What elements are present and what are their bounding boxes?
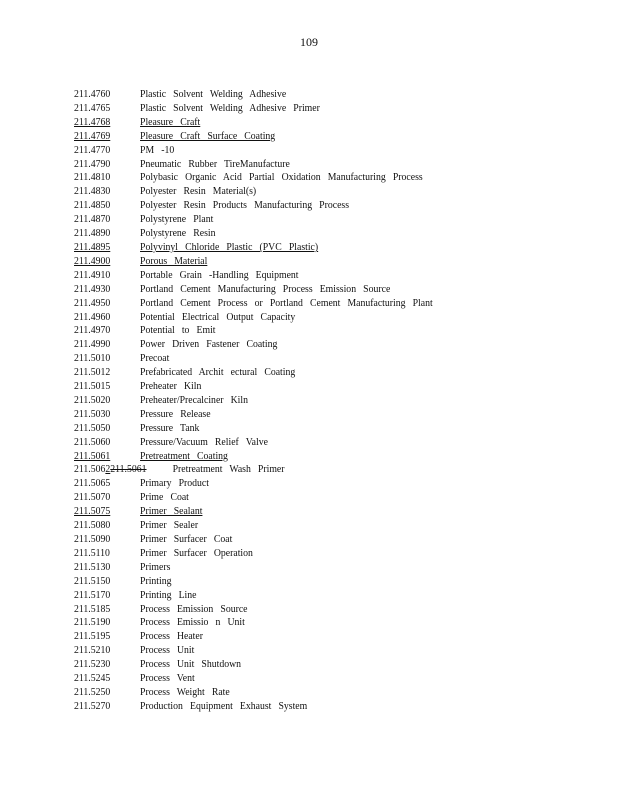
defined-term: PM -10 bbox=[140, 144, 175, 156]
defined-term: Prefabricated Archit ectural Coating bbox=[140, 367, 296, 379]
defined-term: Pleasure Craft Surface Coating bbox=[140, 130, 276, 142]
section-number: 211.5190 bbox=[74, 617, 111, 629]
section-number: 211.4768 bbox=[74, 116, 111, 128]
section-number: 211.4790 bbox=[74, 158, 111, 170]
section-number: 211.4810 bbox=[74, 172, 111, 184]
defined-term: Pressure Release bbox=[140, 408, 211, 420]
inserted-digit: 2 bbox=[105, 464, 111, 476]
section-number-revised bbox=[74, 463, 147, 477]
section-number: 211.5015 bbox=[74, 381, 111, 393]
section-number: 211.5245 bbox=[74, 673, 111, 685]
defined-term: Pressure Tank bbox=[140, 422, 200, 434]
section-number: 211.5020 bbox=[74, 394, 111, 406]
section-number: 211.4990 bbox=[74, 339, 111, 351]
defined-term: Process Emission Source bbox=[140, 603, 248, 615]
defined-term: Printing Line bbox=[140, 589, 197, 601]
section-number: 211.5250 bbox=[74, 686, 111, 698]
defined-term: Porous Material bbox=[140, 255, 208, 267]
defined-term: Polyvinyl Chloride Plastic (PVC Plastic) bbox=[140, 241, 319, 253]
defined-term: Primer Surfacer Coat bbox=[140, 534, 233, 545]
defined-term: Preheater/Precalciner Kiln bbox=[140, 394, 248, 406]
defined-term: Process Vent bbox=[140, 673, 195, 685]
defined-term: Portable Grain -Handling Equipment bbox=[140, 269, 299, 281]
defined-term: Polyester Resin Products Manufacturing Process bbox=[140, 200, 350, 212]
section-number: 211.5170 bbox=[74, 589, 111, 601]
defined-term: Portland Cement Process or Portland Cement Manufacturing Plant bbox=[140, 297, 433, 309]
section-number: 211.5060 bbox=[74, 436, 111, 448]
section-number: 211.5050 bbox=[74, 422, 111, 434]
defined-term: Pressure/Vacuum Relief Valve bbox=[140, 436, 268, 448]
defined-term: Power Driven Fastener Coating bbox=[140, 339, 278, 351]
section-number: 211.4760 bbox=[74, 89, 111, 100]
page-number: 109 bbox=[300, 35, 318, 49]
section-number: 211.4960 bbox=[74, 311, 111, 323]
section-number: 211.4970 bbox=[74, 325, 111, 337]
section-number: 211.5065 bbox=[74, 478, 111, 490]
section-number: 211.5130 bbox=[74, 561, 111, 573]
defined-term: Primer Sealant bbox=[140, 506, 203, 518]
section-number: 211.4870 bbox=[74, 214, 111, 226]
section-number: 211.4895 bbox=[74, 241, 111, 253]
section-number: 211.5061 bbox=[74, 450, 111, 462]
section-number: 211.4769 bbox=[74, 130, 111, 142]
defined-term: Process Heater bbox=[140, 631, 203, 643]
section-number: 211.4770 bbox=[74, 144, 111, 156]
section-number: 211.5195 bbox=[74, 631, 111, 643]
defined-term: Polystyrene Resin bbox=[140, 228, 216, 240]
section-number: 211.5075 bbox=[74, 506, 111, 518]
defined-term: Process Unit bbox=[140, 645, 195, 657]
defined-term: Prime Coat bbox=[140, 492, 189, 504]
section-number: 211.4830 bbox=[74, 186, 111, 198]
section-number: 211.4850 bbox=[74, 200, 111, 212]
defined-term: Precoat bbox=[140, 353, 170, 365]
section-number: 211.506 bbox=[74, 464, 106, 476]
defined-term: Potential Electrical Output Capacity bbox=[140, 311, 296, 323]
defined-term: Polybasic Organic Acid Partial Oxidation Manufacturing Process bbox=[140, 172, 423, 184]
defined-term: Primer Surfacer Operation bbox=[140, 547, 253, 559]
defined-term: Production Equipment Exhaust System bbox=[140, 700, 308, 712]
defined-term: Primary Product bbox=[140, 478, 209, 490]
section-number: 211.5230 bbox=[74, 659, 111, 671]
defined-term: Plastic Solvent Welding Adhesive Primer bbox=[140, 102, 320, 114]
defined-term: Polyester Resin Material(s) bbox=[140, 186, 257, 198]
defined-term: Portland Cement Manufacturing Process Emission Source bbox=[140, 283, 391, 295]
section-number: 211.5070 bbox=[74, 492, 111, 504]
defined-term: Pleasure Craft bbox=[140, 116, 201, 128]
section-number: 211.5030 bbox=[74, 408, 111, 420]
defined-term: Polystyrene Plant bbox=[140, 214, 214, 226]
section-number: 211.5090 bbox=[74, 534, 111, 545]
section-number: 211.4890 bbox=[74, 228, 111, 240]
section-number: 211.4950 bbox=[74, 297, 111, 309]
defined-term: Primers bbox=[140, 561, 171, 573]
section-number: 211.5210 bbox=[74, 645, 111, 657]
defined-term: Pretreatment Coating bbox=[140, 450, 228, 462]
defined-term: Pneumatic Rubber TireManufacture bbox=[140, 158, 290, 170]
section-number: 211.5270 bbox=[74, 700, 111, 712]
defined-term: Potential to Emit bbox=[140, 325, 216, 337]
section-number: 211.4930 bbox=[74, 283, 111, 295]
section-number: 211.5010 bbox=[74, 353, 111, 365]
defined-term: Printing bbox=[140, 575, 172, 587]
deleted-number: 211.5061 bbox=[110, 464, 147, 476]
section-number: 211.5185 bbox=[74, 603, 111, 615]
defined-term: Process Emissio n Unit bbox=[140, 617, 245, 629]
defined-term: Process Weight Rate bbox=[140, 686, 230, 698]
section-number: 211.5110 bbox=[74, 547, 110, 559]
defined-term: Pretreatment Wash Primer bbox=[172, 464, 285, 476]
defined-term: Preheater Kiln bbox=[140, 381, 202, 393]
defined-term: Plastic Solvent Welding Adhesive bbox=[140, 89, 287, 100]
section-number: 211.5080 bbox=[74, 520, 111, 532]
section-number: 211.4910 bbox=[74, 269, 111, 281]
defined-term: Primer Sealer bbox=[140, 520, 199, 532]
defined-term: Process Unit Shutdown bbox=[140, 659, 242, 671]
section-number: 211.5150 bbox=[74, 575, 111, 587]
section-number: 211.4900 bbox=[74, 255, 111, 267]
section-number: 211.4765 bbox=[74, 102, 111, 114]
section-number: 211.5012 bbox=[74, 367, 111, 379]
